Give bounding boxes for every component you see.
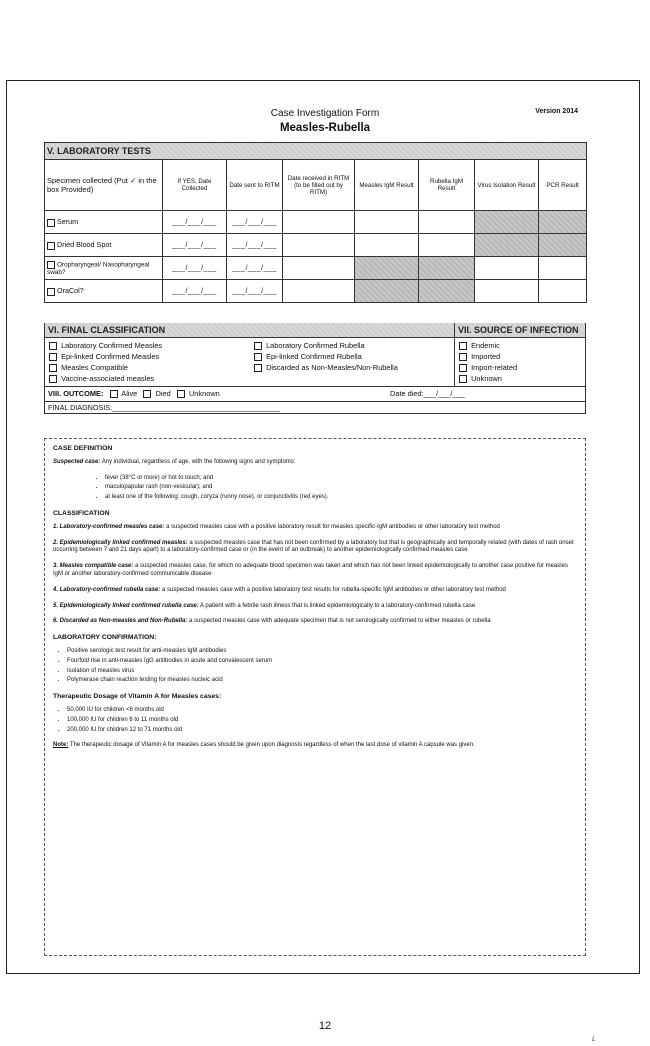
list-item[interactable]: Vaccine-associated measles (49, 373, 246, 384)
list-item: • Positive serologic test result for anti-measles IgM antibodies (67, 648, 577, 656)
col-virus-isolation: Virus Isolation Result (475, 160, 539, 211)
specimen-label: OraCol? (57, 286, 84, 296)
vitamin-a-list (53, 707, 577, 734)
pcr-cell (539, 234, 587, 257)
list-item[interactable]: Epi-linked Confirmed Measles (49, 351, 246, 362)
checkbox[interactable] (459, 353, 467, 361)
rubella-igm-cell[interactable] (419, 234, 475, 257)
date-collected-field[interactable]: ___/___/___ (163, 257, 227, 280)
class-item: 6. Discarded as Non-measles and Non-Rubella: a suspected measles case with adequate specimen that is not serologically confirmed to either measles or rubella (53, 618, 491, 625)
measles-igm-cell (355, 280, 419, 303)
form-title: Case Investigation Form (270, 108, 380, 119)
checkbox[interactable] (49, 364, 57, 372)
list-item[interactable]: Measles Compatible (49, 362, 246, 373)
rubella-igm-cell (419, 280, 475, 303)
version-label: Version 2014 (535, 108, 578, 115)
rubella-igm-cell (419, 257, 475, 280)
table-row (45, 211, 587, 234)
list-item: • 50,000 IU for children <6 months old (67, 707, 577, 715)
list-item[interactable]: Imported (459, 351, 581, 362)
date-collected-field[interactable]: ___/___/___ (163, 211, 227, 234)
list-item: • 200,000 IU for children 12 to 71 months old (67, 727, 577, 735)
date-sent-field[interactable]: ___/___/___ (227, 257, 283, 280)
table-row (45, 257, 587, 280)
list-item[interactable]: Laboratory Confirmed Rubella (254, 340, 450, 351)
pcr-cell[interactable] (539, 280, 587, 303)
signs-list (53, 475, 577, 502)
date-received-cell[interactable] (283, 211, 355, 234)
list-item[interactable]: Endemic (459, 340, 581, 351)
date-sent-field[interactable]: ___/___/___ (227, 234, 283, 257)
class-item: 2. Epidemiologically linked confirmed measles: a suspected measles case that has not been confirmed by a laboratory but that is geographically and temporally related (with dates of rash onset occurring between 7 and 21 days apart) to a laboratory-confirmed case or (in the event of an outbreak) to another epidemiologically confirmed measles case (53, 539, 574, 554)
checkbox[interactable] (459, 375, 467, 383)
date-sent-field[interactable]: ___/___/___ (227, 280, 283, 303)
vitamin-a-title: Therapeutic Dosage of Vitamin A for Measles cases: (53, 693, 222, 701)
checkbox[interactable] (254, 364, 262, 372)
list-item[interactable]: Import-related (459, 362, 581, 373)
lab-tests-table (44, 142, 587, 303)
col-pcr: PCR Result (539, 160, 587, 211)
col-specimen: Specimen collected (Put ✓ in the box Provided) (45, 160, 163, 211)
col-measles-igm: Measles IgM Result (355, 160, 419, 211)
date-received-cell[interactable] (283, 234, 355, 257)
list-item: • Isolation of measles virus (67, 668, 577, 676)
class-item: 3. Measles compatible case: a suspected measles case, for which no adequate blood specimen was taken and which has not been linked epidemiologically to another case positive for measles IgM or another laboratory-confirmed communicable disease (53, 563, 568, 577)
case-definition-box: CASE DEFINITION Suspected case: Any individual, regardless of age, with the following signs and symptoms: • fever (38°C or more) or hot to touch; and • maculopapular rash (non-vesicular); and • at least one of the following: cough, coryza (runny nose), or conjunctivitis (red eyes). CLASSIFICATION 1. Laboratory-confirmed measles case: a suspected measles case with a positive laboratory result for measles specific-IgM antibodies or other laboratory test method 2. Epidemiologically linked confirmed measles: a suspected measles case that has not been confirmed by a laboratory but that is geographically and temporally related (with dates of rash onset occurring between 7 and 21 days apart) to a laboratory-confirmed case or (in the event of an outbreak) to another epidemiologically confirmed measles case 3. Measles compatible case: a suspected measles case, for which no adequate blood specimen was taken and which has not been linked epidemiologically to another case positive for measles IgM or another laboratory-confirmed communicable disease 4. Laboratory-confirmed rubella case: a suspected measles case with a positive laboratory test results for rubella-specific IgM antibodies or other laboratory test method 5. Epidemiologically linked confirmed rubella case: A patient with a febrile rash illness that is linked epidemiologically to a laboratory-confirmed rubella case 6. Discarded as Non-measles and Non-Rubella: a suspected measles case with adequate specimen that is not serologically confirmed to either measles or rubella LABORATORY CONFIRMATION: • Positive serologic test result for anti-measles IgM antibodies • Fourfold rise in anti-measles IgG antibodies in acute and convalescent serum • Isolation of measles virus • Polymerase chain reaction testing for measles nucleic acid Therapeutic Dosage of Vitamin A for Measles cases: • 50,000 IU for children <6 months old • 100,000 IU for children 6 to 11 months old • 200,000 IU for children 12 to 71 months old Note: The therapeutic dosage of Vitamin A for measles cases should be given upon diagnosis regardless of when the last dose of vitamin A capsule was given. (44, 438, 586, 956)
list-item[interactable]: Discarded as Non-Measles/Non-Rubella (254, 362, 450, 373)
date-collected-field[interactable]: ___/___/___ (163, 234, 227, 257)
class-item: 4. Laboratory-confirmed rubella case: a suspected measles case with a positive laboratory test results for rubella-specific IgM antibodies or other laboratory test method (53, 586, 506, 593)
form-subtitle: Measles-Rubella (279, 122, 371, 134)
table-row (45, 280, 587, 303)
case-definition-title: CASE DEFINITION (53, 445, 113, 452)
specimen-label: Oropharyngeal/ Nasopharyngeal swab? (47, 261, 150, 276)
list-item: • fever (38°C or more) or hot to touch; and (105, 475, 577, 483)
measles-igm-cell[interactable] (355, 234, 419, 257)
col-date-received: Date received in RITM (to be filled out by RITM) (283, 160, 355, 211)
list-item[interactable]: Unknown (459, 373, 581, 384)
list-item: • maculopapular rash (non-vesicular); and (105, 484, 577, 492)
specimen-label: Dried Blood Spot (57, 240, 112, 250)
date-died-field[interactable]: Date died:___/___/___ (390, 389, 465, 398)
class-item: 5. Epidemiologically linked confirmed rubella case: A patient with a febrile rash illness that is linked epidemiologically to a laboratory-confirmed rubella case (53, 602, 476, 609)
checkbox[interactable] (49, 353, 57, 361)
source-infection-title: VII. SOURCE OF INFECTION (455, 323, 585, 337)
checkbox[interactable] (49, 342, 57, 350)
unknown-checkbox[interactable] (177, 390, 185, 398)
died-checkbox[interactable] (143, 390, 151, 398)
checkbox[interactable] (49, 375, 57, 383)
virus-isolation-cell (475, 211, 539, 234)
classification-title: CLASSIFICATION (53, 509, 110, 517)
class-item: 1. Laboratory-confirmed measles case: a suspected measles case with a positive laboratory result for measles specific-IgM antibodies or other laboratory test method (53, 523, 500, 530)
serum-checkbox[interactable] (47, 219, 55, 227)
pcr-cell[interactable] (539, 257, 587, 280)
outcome-row: VIII. OUTCOME: Alive Died Unknown Date died:___/___/___ (45, 386, 585, 401)
oracol-checkbox[interactable] (47, 288, 55, 296)
list-item: • at least one of the following: cough, coryza (runny nose), or conjunctivitis (red eyes). (105, 494, 577, 502)
page-number: 12 (318, 1020, 332, 1032)
swab-checkbox[interactable] (47, 261, 55, 269)
list-item: • Fourfold rise in anti-measles IgG antibodies in acute and convalescent serum (67, 658, 577, 666)
virus-isolation-cell[interactable] (475, 280, 539, 303)
checkbox[interactable] (459, 342, 467, 350)
corner-mark: L (592, 1036, 596, 1043)
lab-section-title: V. LABORATORY TESTS (45, 143, 587, 160)
lab-confirmation-list (53, 648, 577, 685)
checkbox[interactable] (254, 342, 262, 350)
list-item: • 100,000 IU for children 6 to 11 months old (67, 717, 577, 725)
final-classification-section (44, 323, 586, 414)
note: Note: The therapeutic dosage of Vitamin A for measles cases should be given upon diagnosis regardless of when the last dose of vitamin A capsule was given. (53, 742, 475, 749)
list-item[interactable]: Epi-linked Confirmed Rubella (254, 351, 450, 362)
list-item[interactable]: Laboratory Confirmed Measles (49, 340, 246, 351)
specimen-label: Serum (57, 217, 79, 227)
measles-igm-cell[interactable] (355, 211, 419, 234)
list-item: • Polymerase chain reaction testing for measles nucleic acid (67, 677, 577, 685)
col-date-sent: Date sent to RITM (227, 160, 283, 211)
date-collected-field[interactable]: ___/___/___ (163, 280, 227, 303)
date-received-cell[interactable] (283, 280, 355, 303)
date-received-cell[interactable] (283, 257, 355, 280)
col-date-collected: If YES, Date Collected (163, 160, 227, 211)
pcr-cell (539, 211, 587, 234)
checkbox[interactable] (254, 353, 262, 361)
date-sent-field[interactable]: ___/___/___ (227, 211, 283, 234)
lab-header-row (45, 160, 587, 211)
measles-igm-cell (355, 257, 419, 280)
outcome-label: VIII. OUTCOME: (48, 389, 104, 398)
dried-blood-spot-checkbox[interactable] (47, 242, 55, 250)
checkbox[interactable] (459, 364, 467, 372)
lab-confirmation-title: LABORATORY CONFIRMATION: (53, 634, 157, 642)
table-row (45, 234, 587, 257)
virus-isolation-cell (475, 234, 539, 257)
rubella-igm-cell[interactable] (419, 211, 475, 234)
final-diagnosis-field[interactable]: FINAL DIAGNOSIS:__________________________________________ (45, 401, 585, 413)
col-rubella-igm: Rubella IgM Result (419, 160, 475, 211)
virus-isolation-cell[interactable] (475, 257, 539, 280)
final-classification-title: VI. FINAL CLASSIFICATION (45, 323, 455, 337)
alive-checkbox[interactable] (110, 390, 118, 398)
